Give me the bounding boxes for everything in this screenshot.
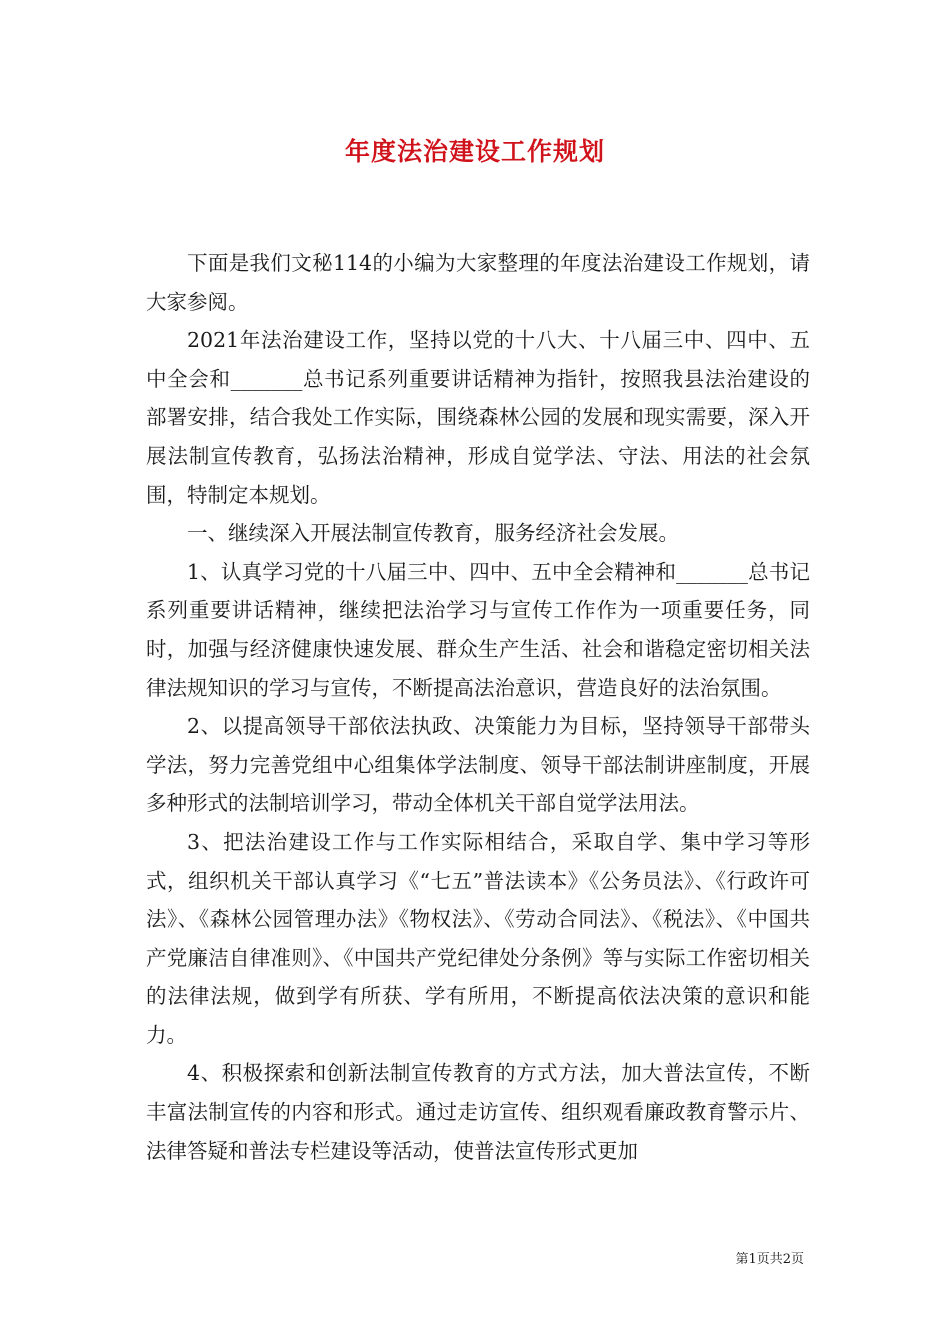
document-title: 年度法治建设工作规划 xyxy=(344,137,605,166)
document-body xyxy=(146,244,810,1170)
paragraph-intro: 下面是我们文秘114的小编为大家整理的年度法治建设工作规划，请大家参阅。 xyxy=(146,251,810,314)
paragraph-item-2: 2、以提高领导干部依法执政、决策能力为目标，坚持领导干部带头学法，努力完善党组中心组集体学法制度、领导干部法制讲座制度，开展多种形式的法制培训学习，带动全体机关干部自觉学法用法。 xyxy=(146,714,810,816)
paragraph-overview: 2021年法治建设工作，坚持以党的十八大、十八届三中、四中、五中全会和_______总书记系列重要讲话精神为指针，按照我县法治建设的部署安排，结合我处工作实际，围绕森林公园的发展和现实需要，深入开展法制宣传教育，弘扬法治精神，形成自觉学法、守法、用法的社会氛围，特制定本规划。 xyxy=(146,328,810,507)
paragraph-item-4: 4、积极探索和创新法制宣传教育的方式方法，加大普法宣传，不断丰富法制宣传的内容和形式。通过走访宣传、组织观看廉政教育警示片、法律答疑和普法专栏建设等活动，使普法宣传形式更加 xyxy=(146,1061,810,1163)
page-indicator: 第1页共2页 xyxy=(735,1252,804,1267)
paragraph-item-1: 1、认真学习党的十八届三中、四中、五中全会精神和_______总书记系列重要讲话精神，继续把法治学习与宣传工作作为一项重要任务，同时，加强与经济健康快速发展、群众生产生活、社会和谐稳定密切相关法律法规知识的学习与宣传，不断提高法治意识，营造良好的法治氛围。 xyxy=(146,559,810,700)
section-heading-1: 一、继续深入开展法制宣传教育，服务经济社会发展。 xyxy=(187,521,679,546)
paragraph-item-3: 3、把法治建设工作与工作实际相结合，采取自学、集中学习等形式，组织机关干部认真学习《“七五”普法读本》《公务员法》、《行政许可法》、《森林公园管理办法》《物权法》、《劳动合同法》、《税法》、《中国共产党廉洁自律准则》、《中国共产党纪律处分条例》等与实际工作密切相关的法律法规，做到学有所获、学有所用，不断提高依法决策的意识和能力。 xyxy=(146,829,810,1047)
